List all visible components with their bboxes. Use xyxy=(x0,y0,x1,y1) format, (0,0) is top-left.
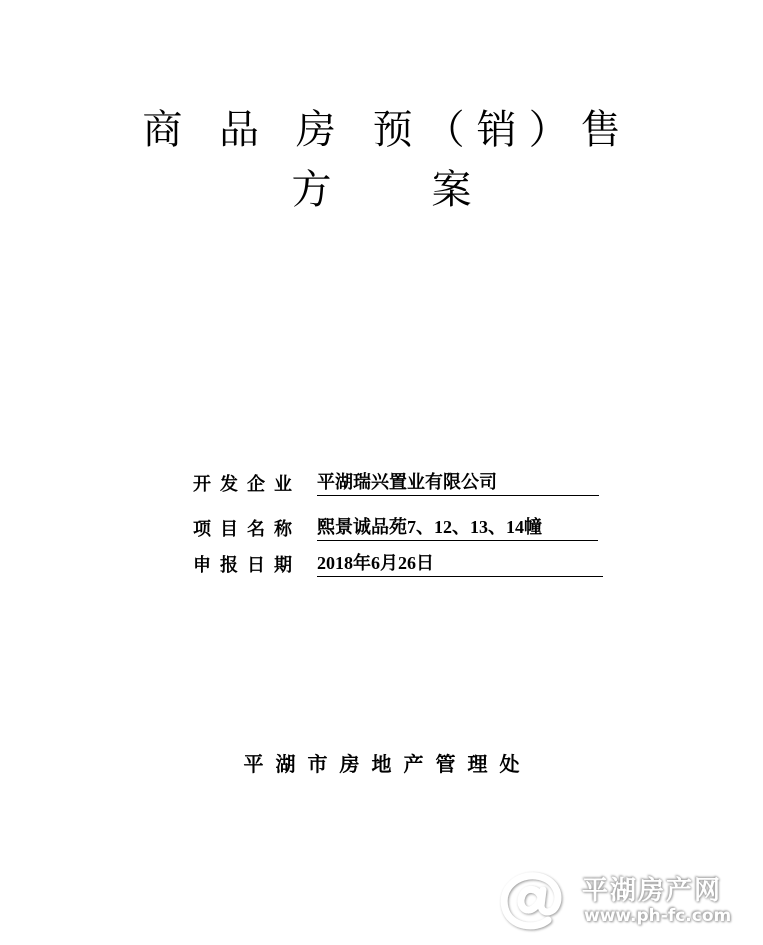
document-title-line2-left: 方 xyxy=(291,167,332,213)
watermark-site-url: www.ph-fc.com xyxy=(584,906,732,926)
developer-value: 平湖瑞兴置业有限公司 xyxy=(317,468,599,496)
project-name-row xyxy=(193,511,598,541)
watermark xyxy=(492,866,752,936)
project-name-label: 项目名称 xyxy=(193,519,301,540)
project-name-value: 熙景诚品苑7、12、13、14幢 xyxy=(317,513,598,541)
developer-label: 开发企业 xyxy=(193,474,301,495)
issuing-authority: 平湖市房地产管理处 xyxy=(243,752,532,776)
watermark-site-name: 平湖房产网 xyxy=(582,876,723,906)
document-title-line1: 商 品 房 预（销）售 xyxy=(142,107,633,153)
developer-row xyxy=(193,466,599,496)
document-title-line2 xyxy=(0,166,763,214)
document-title-line2-right: 案 xyxy=(431,167,472,213)
filing-date-row xyxy=(193,547,603,577)
at-sign-icon xyxy=(496,868,566,934)
filing-date-value: 2018年6月26日 xyxy=(317,549,603,577)
filing-date-label: 申报日期 xyxy=(193,555,301,576)
